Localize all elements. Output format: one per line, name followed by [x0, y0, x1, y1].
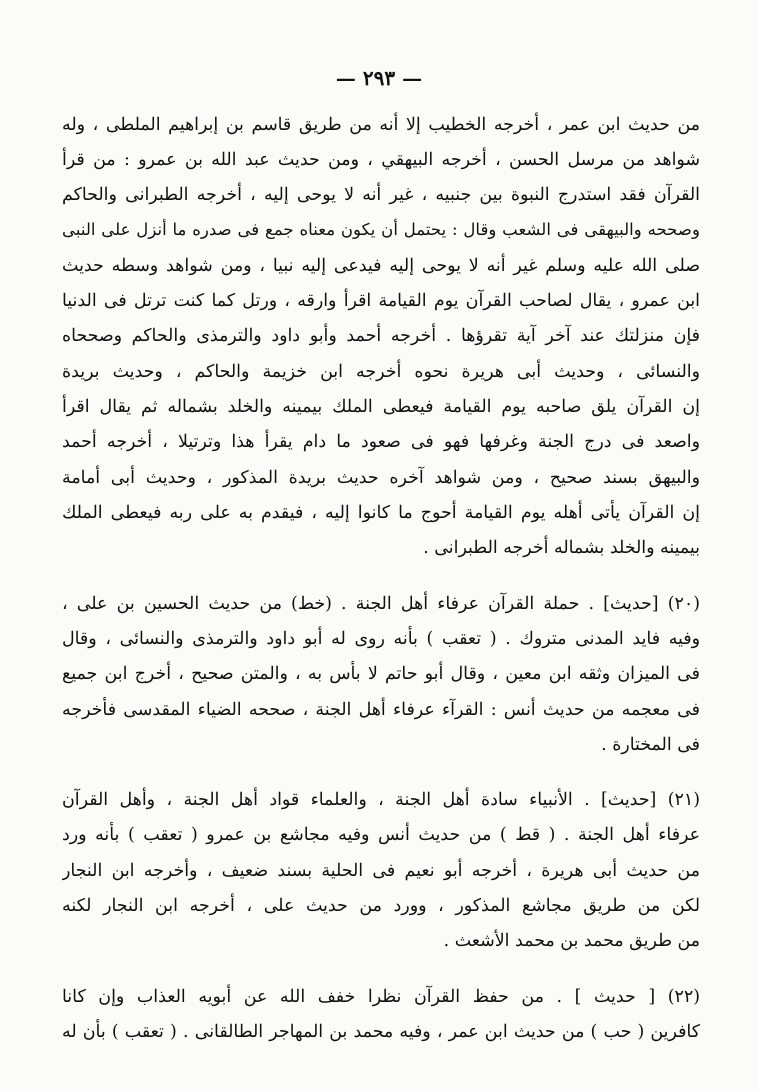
text-line: وصححه والبيهقى فى الشعب وقال : يحتمل أن يكون معناه جمع فى صدره ما أنزل على النبى	[62, 220, 700, 239]
text-line: فى الميزان وثقه ابن معين ، وقال أبو حاتم لا بأس به ، والمتن صحيح ، أخرج ابن جميع	[62, 664, 700, 684]
text-line: لكن من طريق مجاشع المذكور ، وورد من حديث على ، أخرجه ابن النجار لكنه	[62, 896, 700, 916]
text-line: فإن منزلتك عند آخر آية تقرؤها . أخرجه أحمد وأبو داود والترمذى والحاكم وصححاه	[62, 326, 700, 346]
text-line: القرآن فقد استدرج النبوة بين جنبيه ، غير أنه لا يوحى إليه ، أخرجه الطبرانى والحاكم	[62, 185, 700, 205]
text-line: واصعد فى درج الجنة وغرفها فهو فى صعود ما دام يقرأ هذا وترتيلا ، أخرجه أحمد	[62, 432, 700, 452]
text-line: والنسائى ، وحديث أبى هريرة نحوه أخرجه ابن خزيمة والحاكم ، وحديث بريدة	[62, 362, 700, 382]
text-line: فى معجمه من حديث أنس : القرآء عرفاء أهل الجنة ، صححه الضياء المقدسى فأخرجه	[62, 700, 700, 720]
text-line: من حديث ابن عمر ، أخرجه الخطيب إلا أنه من طريق قاسم بن إبراهيم الملطى ، وله	[62, 115, 700, 135]
text-line: من طريق محمد بن محمد الأشعث .	[443, 931, 700, 951]
text-line: والبيهق بسند صحيح ، ومن شواهد آخره حديث بريدة المذكور ، وحديث أبى أمامة	[62, 468, 700, 488]
text-line: عرفاء أهل الجنة . ( قط ) من حديث أنس وفيه مجاشع بن عمرو ( تعقب ) بأنه ورد	[62, 825, 700, 845]
entry-heading-line: (٢١) [حديث] . الأنبياء سادة أهل الجنة ، والعلماء قواد أهل الجنة ، وأهل القرآن	[62, 790, 700, 810]
entry-heading-line: (٢٢) [ حديث ] . من حفظ القرآن نظرا خفف الله عن أبويه العذاب وإن كانا	[62, 987, 700, 1007]
page-number: — ٢٩٣ —	[335, 66, 423, 90]
text-line: وفيه فايد المدنى متروك . ( تعقب ) بأنه روى له أبو داود والترمذى والنسائى ، وقال	[62, 629, 700, 649]
text-line: شواهد من مرسل الحسن ، أخرجه البيهقي ، ومن حديث عبد الله بن عمرو : من قرأ	[62, 150, 700, 170]
text-line: من حديث أبى هريرة ، أخرجه أبو نعيم فى الحلية بسند ضعيف ، وأخرجه ابن النجار	[62, 861, 700, 881]
text-line: إن القرآن يلق صاحبه يوم القيامة فيعطى الملك بيمينه والخلد بشماله ثم يقال اقرأ	[62, 397, 700, 417]
text-line: كافرين ( حب ) من حديث ابن عمر ، وفيه محمد بن المهاجر الطالقانى . ( تعقب ) بأن له	[62, 1022, 700, 1042]
text-line: ابن عمرو ، يقال لصاحب القرآن يوم القيامة اقرأ وارقه ، ورتل كما كنت ترتل فى الدنيا	[62, 291, 700, 311]
text-line: صلى الله عليه وسلم غير أنه لا يوحى إليه فيدعى إليه نبيا ، ومن شواهد وسطه حديث	[62, 256, 700, 276]
text-line: بيمينه والخلد بشماله أخرجه الطبرانى .	[423, 538, 700, 558]
text-line: فى المختارة .	[601, 735, 700, 755]
text-line: إن القرآن يأتى أهله يوم القيامة أحوج ما كانوا إليه ، فيقدم به على ربه فيعطى الملك	[62, 503, 700, 523]
entry-heading-line: (٢٠) [حديث] . حملة القرآن عرفاء أهل الجنة . (خط) من حديث الحسين بن على ،	[62, 594, 700, 614]
